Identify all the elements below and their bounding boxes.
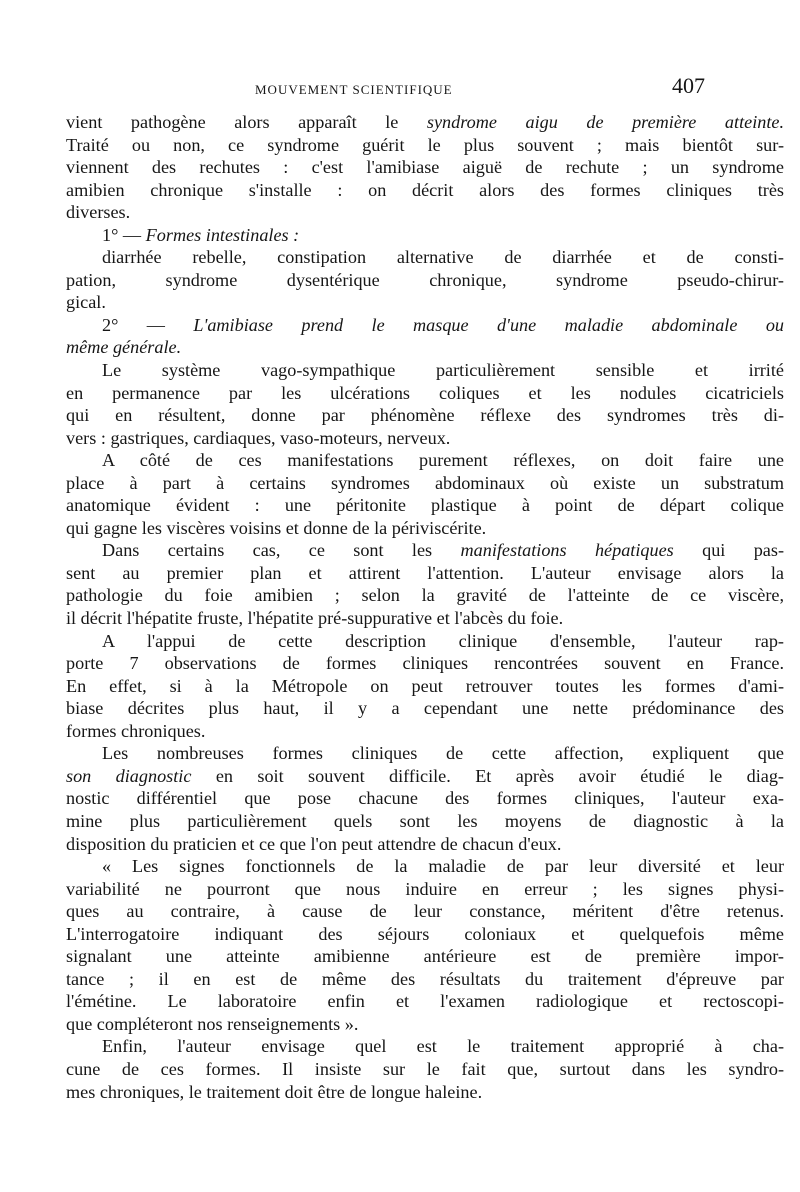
text-line: variabilité ne pourront que nous induire en erreur ; les signes physi- xyxy=(66,878,784,899)
text-line: son diagnostic en soit souvent difficile. Et après avoir étudié le diag- xyxy=(66,765,784,786)
paragraph xyxy=(66,630,784,743)
article-body xyxy=(66,111,784,1103)
text-line: pation, syndrome dysentérique chronique, syndrome pseudo-chirur- xyxy=(66,269,784,290)
section-heading-intestinal xyxy=(66,224,784,247)
text-line: formes chroniques. xyxy=(66,720,206,741)
text-line: en permanence par les ulcérations coliques et les nodules cicatriciels xyxy=(66,382,784,403)
text-line: qui gagne les viscères voisins et donne de la périviscérite. xyxy=(66,517,487,538)
text-line: pathologie du foie amibien ; selon la gravité de l'atteinte de ce viscère, xyxy=(66,585,784,606)
text-line: tance ; il en est de même des résultats du traitement d'épreuve par xyxy=(66,968,784,989)
text-line: diverses. xyxy=(66,202,131,223)
running-title: MOUVEMENT SCIENTIFIQUE xyxy=(255,82,453,97)
text-line: que compléteront nos renseignements ». xyxy=(66,1013,359,1034)
text-line: Les nombreuses formes cliniques de cette affection, expliquent que xyxy=(102,743,784,764)
text-line: Le système vago-sympathique particulièrement sensible et irrité xyxy=(102,360,784,381)
text-line: diarrhée rebelle, constipation alternative de diarrhée et de consti- xyxy=(102,247,784,268)
text-line: mine plus particulièrement quels sont les moyens de diagnostic à la xyxy=(66,810,784,831)
text-line: disposition du praticien et ce que l'on peut attendre de chacun d'eux. xyxy=(66,833,562,854)
text-line: Traité ou non, ce syndrome guérit le plus souvent ; mais bientôt sur- xyxy=(66,134,784,155)
text-line: A l'appui de cette description clinique d'ensemble, l'auteur rap- xyxy=(102,630,784,651)
text-line: Enfin, l'auteur envisage quel est le traitement approprié à cha- xyxy=(102,1036,784,1057)
text-line: vers : gastriques, cardiaques, vaso-moteurs, nerveux. xyxy=(66,427,451,448)
text-line: Dans certains cas, ce sont les manifestations hépatiques qui pas- xyxy=(102,540,785,561)
text-line: « Les signes fonctionnels de la maladie de par leur diversité et leur xyxy=(102,856,784,877)
text-line: mes chroniques, le traitement doit être de longue haleine. xyxy=(66,1081,483,1102)
text-line: A côté de ces manifestations purement réflexes, on doit faire une xyxy=(102,450,784,471)
paragraph xyxy=(66,1035,784,1103)
text-line: viennent des rechutes : c'est l'amibiase aiguë de rechute ; un syndrome xyxy=(66,157,784,178)
paragraph xyxy=(66,742,784,855)
text-line: même générale. xyxy=(66,337,182,358)
text-line: amibien chronique s'installe : on décrit alors des formes cliniques très xyxy=(66,179,784,200)
text-line: gical. xyxy=(66,292,106,313)
text-line: signalant une atteinte amibienne antérieure est de première impor- xyxy=(66,946,784,967)
text-line: cune de ces formes. Il insiste sur le fait que, surtout dans les syndro- xyxy=(66,1058,784,1079)
paragraph xyxy=(66,111,784,224)
text-line: place à part à certains syndromes abdominaux où existe un substratum xyxy=(66,472,784,493)
paragraph xyxy=(66,539,784,629)
text-line: vient pathogène alors apparaît le syndrome aigu de première atteinte. xyxy=(66,112,785,132)
text-line: anatomique évident : une péritonite plastique à point de départ colique xyxy=(66,495,784,516)
text-line: L'interrogatoire indiquant des séjours coloniaux et quelquefois même xyxy=(66,923,784,944)
text-line: nostic différentiel que pose chacune des formes cliniques, l'auteur exa- xyxy=(66,788,784,809)
paragraph xyxy=(66,359,784,449)
text-line: sent au premier plan et attirent l'attention. L'auteur envisage alors la xyxy=(66,562,784,583)
page-number: 407 xyxy=(672,73,705,98)
section-heading-abdominal xyxy=(66,314,784,359)
paragraph xyxy=(66,246,784,314)
text-line: 1° — Formes intestinales : xyxy=(102,224,300,245)
text-line: porte 7 observations de formes cliniques rencontrées souvent en France. xyxy=(66,653,784,674)
text-line: ques au contraire, à cause de leur constance, méritent d'être retenus. xyxy=(66,901,784,922)
text-line: En effet, si à la Métropole on peut retrouver toutes les formes d'ami- xyxy=(66,675,784,696)
text-line: l'émétine. Le laboratoire enfin et l'examen radiologique et rectoscopi- xyxy=(66,991,784,1012)
text-line: 2° — L'amibiase prend le masque d'une maladie abdominale ou xyxy=(102,314,785,335)
text-line: qui en résultent, donne par phénomène réflexe des syndromes très di- xyxy=(66,405,784,426)
text-line: il décrit l'hépatite fruste, l'hépatite pré-suppurative et l'abcès du foie. xyxy=(66,608,564,629)
quotation-paragraph xyxy=(66,855,784,1035)
text-line: biase décrites plus haut, il y a cependant une nette prédominance des xyxy=(66,698,784,719)
paragraph xyxy=(66,449,784,539)
